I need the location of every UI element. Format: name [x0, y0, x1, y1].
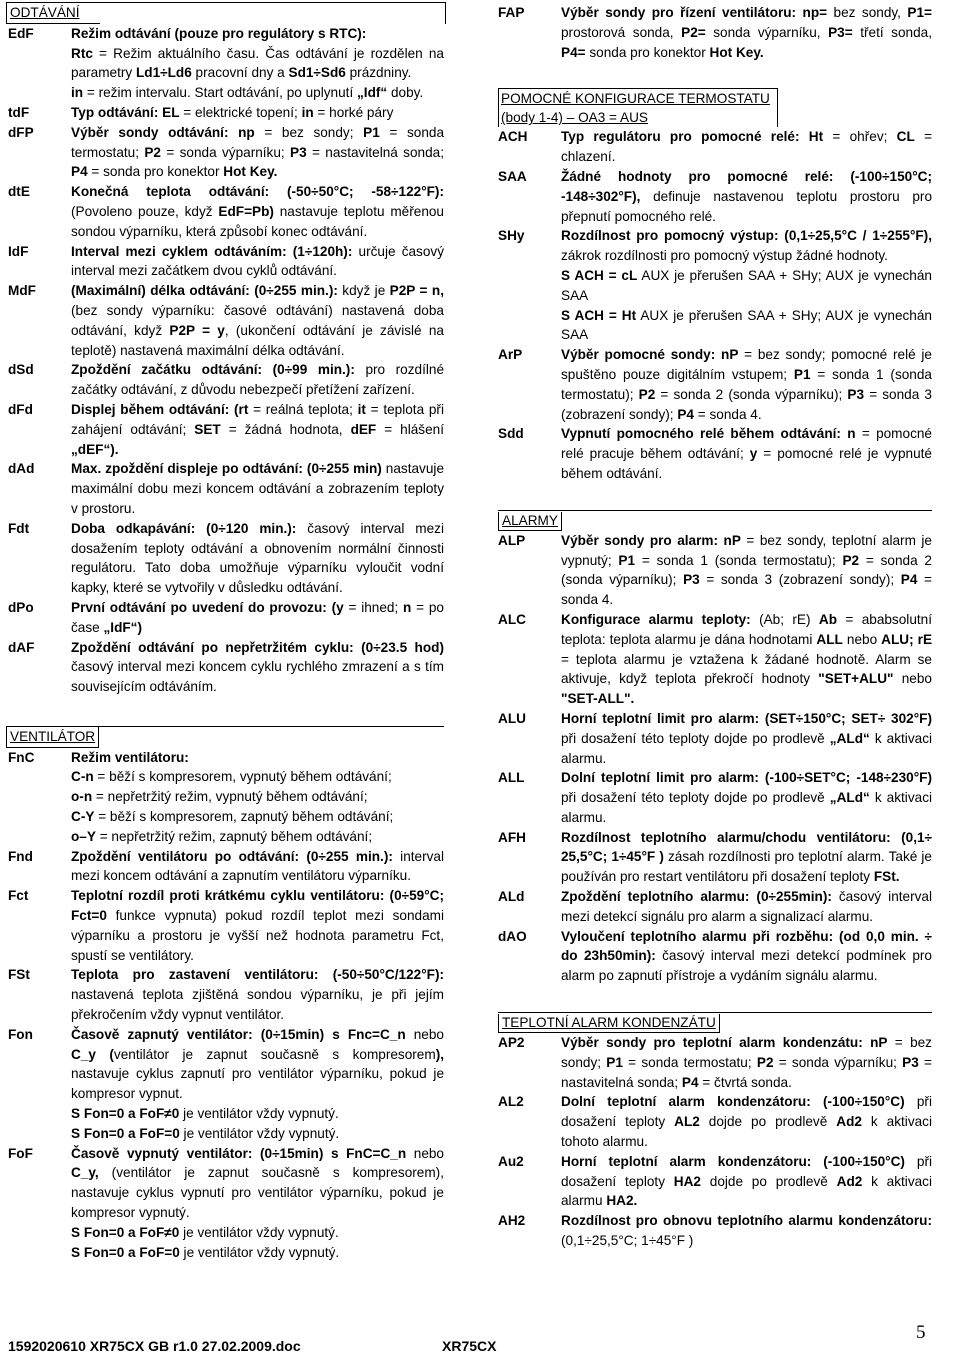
param-description: Typ regulátoru pro pomocné relé: Ht = ohřev; CL = chlazení.: [561, 129, 933, 165]
footer-doc-id: 1592020610 XR75CX GB r1.0 27.02.2009.doc: [8, 1338, 301, 1354]
param-description: Režim ventilátoru: C-n = běží s kompresorem, vypnutý během odtávání; o-n = nepřetržitý režim, vypnutý během odtávání; C-Y = běží s kompresorem, zapnutý během odtávání; o–Y = nepřetržitý režim, zapnutý během odtávání;: [71, 749, 394, 844]
param-code: MdF: [8, 283, 36, 299]
param-code: dFd: [8, 401, 33, 417]
param-code: Au2: [498, 1153, 524, 1169]
param-code: SAA: [498, 168, 527, 184]
param-entry: [498, 226, 932, 345]
param-description: Výběr pomocné sondy: nP = bez sondy; pomocné relé je spuštěno pouze digitálním vstupem; P1 = sonda 1 (sonda termostatu); P2 = sonda 2 (sonda výparníku); P3 = sonda 3 (zobrazení sondy); P4 = sonda 4.: [561, 347, 932, 422]
section-title-alarms: ALARMY: [498, 512, 562, 531]
param-description: Časově vypnutý ventilátor: (0÷15min) s FnC=C_n nebo C_y, (ventilátor je zapnut současně s kompresorem), nastavuje cyklus vypnutí pro ventilátor výparníku, pokud je kompresor vypnutý. S Fon=0 a FoF≠0 je ventilátor vždy vypnutý. S Fon=0 a FoF=0 je ventilátor vždy vypnutý.: [71, 1145, 444, 1260]
param-description: Žádné hodnoty pro pomocné relé: (-100÷150°C; -148÷302°F), definuje nastavenou teplotu prostoru pro přepnutí pomocného relé.: [561, 168, 932, 224]
right-column: [498, 3, 932, 1251]
param-entry: [498, 828, 932, 887]
param-entry: [498, 3, 932, 62]
param-entry: [8, 360, 444, 400]
param-entry: [8, 182, 444, 241]
param-entry: [498, 345, 932, 424]
aux-entries: [498, 127, 932, 483]
param-code: ALL: [498, 770, 525, 786]
fan-probe-entries: [498, 3, 932, 62]
section-fan: [6, 726, 444, 748]
param-entry: [498, 927, 932, 986]
param-code: ALU: [498, 710, 526, 726]
param-code: dAd: [8, 461, 35, 477]
condenser-entries: [498, 1033, 932, 1251]
param-code: FSt: [8, 967, 30, 983]
param-description: Interval mezi cyklem odtáváním: (1÷120h): určuje časový interval mezi začátkem dvou cyklů odtávání.: [71, 243, 445, 279]
param-code: Fdt: [8, 520, 30, 536]
param-entry: [498, 1033, 932, 1092]
section-title-fan: VENTILÁTOR: [6, 727, 99, 748]
param-entry: [8, 748, 444, 847]
param-description: Displej během odtávání: (rt = reálná teplota; it = teplota při zahájení odtávání; SET = žádná hodnota, dEF = hlášení „dEF“).: [71, 401, 444, 457]
param-code: ALC: [498, 611, 526, 627]
section-condenser: [498, 1012, 932, 1033]
param-description: Doba odkapávání: (0÷120 min.): časový interval mezi dosažením teploty odtávání a obnovením normální činnosti regulátoru. Tato doba umožňuje výparníku vyloučit vodní kapky, které se vytvořily v důsledku odtávání.: [71, 520, 444, 596]
param-entry: [8, 1144, 444, 1263]
param-description: Zpoždění ventilátoru po odtávání: (0÷255 min.): interval mezi koncem odtávání a zapnutím ventilátoru výparníku.: [71, 848, 444, 884]
param-code: AH2: [498, 1213, 526, 1229]
param-description: Časově zapnutý ventilátor: (0÷15min) s Fnc=C_n nebo C_y (ventilátor je zapnut současně s kompresorem), nastavuje cyklus zapnutí pro ventilátor výparníku, pokud je kompresor vypnut. S Fon=0 a FoF≠0 je ventilátor vždy vypnutý. S Fon=0 a FoF=0 je ventilátor vždy vypnutý.: [71, 1026, 444, 1141]
param-description: Režim odtávání (pouze pro regulátory s RTC): Rtc = Režim aktuálního času. Čas odtávání je rozdělen na parametry Ld1÷Ld6 pracovní dny a Sd1÷Sd6 prázdniny. in = režim intervalu. Start odtávání, po uplynutí „Idf“ doby.: [71, 25, 444, 101]
param-description: Rozdílnost pro pomocný výstup: (0,1÷25,5°C / 1÷255°F), zákrok rozdílnosti pro pomocný výstup žádné hodnoty. S ACH = cL AUX je přerušen SAA + SHy; AUX je vynechán SAA S ACH = Ht AUX je přerušen SAA + SHy; AUX je vynechán SAA: [561, 228, 932, 343]
param-code: dSd: [8, 362, 34, 378]
param-entry: [8, 519, 444, 598]
param-code: ArP: [498, 347, 523, 363]
param-code: dAO: [498, 928, 527, 944]
alarm-entries: [498, 531, 932, 986]
defrost-entries: [6, 24, 444, 697]
page-number: 5: [916, 1322, 926, 1343]
section-title-condenser: TEPLOTNÍ ALARM KONDENZÁTU: [498, 1014, 720, 1033]
param-description: Vyloučení teplotního alarmu při rozběhu: (od 0,0 min. ÷ do 23h50min): časový interval mezi detekcí podmínek pro alarm po zapnutí přístroje a vydáním signálu alarmu.: [561, 928, 932, 984]
param-description: První odtávání po uvedení do provozu: (y = ihned; n = po čase „IdF“): [71, 599, 444, 635]
param-code: dAF: [8, 639, 35, 655]
param-description: Výběr sondy pro alarm: nP = bez sondy, teplotní alarm je vypnutý; P1 = sonda 1 (sonda termostatu); P2 = sonda 2 (sonda výparníku); P3 = sonda 3 (zobrazení sondy); P4 = sonda 4.: [561, 532, 933, 608]
param-code: Fct: [8, 888, 29, 904]
param-description: Konfigurace alarmu teploty: (Ab; rE) Ab = ababsolutní teplota: teplota alarmu je dána hodnotami ALL nebo ALU; rE = teplota alarmu je vztažena k žádané hodnotě. Alarm se aktivuje, když teplota překročí hodnoty "SET+ALU" nebo "SET-ALL".: [561, 611, 933, 707]
fan-entries: [6, 748, 444, 1263]
section-defrost: [6, 2, 446, 24]
param-entry: [8, 242, 444, 282]
param-description: Dolní teplotní alarm kondenzátoru: (-100÷150°C) při dosažení teploty AL2 dojde po prodlevě Ad2 k aktivaci tohoto alarmu.: [561, 1094, 932, 1150]
section-alarms: [498, 510, 932, 531]
param-code: FnC: [8, 749, 35, 765]
param-entry: [498, 1092, 932, 1151]
param-description: Max. zpoždění displeje po odtávání: (0÷255 min) nastavuje maximální dobu mezi koncem odtávání a zobrazením teploty v prostoru.: [71, 461, 444, 516]
param-description: Horní teplotní limit pro alarm: (SET÷150°C; SET÷ 302°F) při dosažení této teploty dojde po prodlevě „ALd“ k aktivaci alarmu.: [561, 710, 933, 766]
param-entry: [498, 709, 932, 768]
param-description: Typ odtávání: EL = elektrické topení; in = horké páry: [71, 104, 394, 120]
section-title-defrost: ODTÁVÁNÍ: [7, 3, 100, 24]
param-code: dtE: [8, 184, 30, 200]
param-entry: [8, 281, 444, 360]
param-description: Zpoždění začátku odtávání: (0÷99 min.): pro rozdílné začátky odtávání, z důvodu nebezpečí přetížení zařízení.: [71, 362, 445, 398]
param-code: FAP: [498, 5, 525, 20]
param-entry: [8, 123, 444, 182]
param-entry: [498, 610, 932, 709]
param-code: tdF: [8, 104, 30, 120]
param-entry: [8, 1025, 444, 1144]
param-entry: [8, 598, 444, 638]
param-entry: [8, 638, 444, 697]
param-description: Horní teplotní alarm kondenzátoru: (-100÷150°C) při dosažení teploty HA2 dojde po prodlevě Ad2 k aktivaci alarmu HA2.: [561, 1153, 932, 1209]
param-entry: [8, 400, 444, 459]
footer-model: XR75CX: [442, 1338, 497, 1354]
param-description: Rozdílnost pro obnovu teplotního alarmu kondenzátoru: (0,1÷25,5°C; 1÷45°F ): [561, 1213, 932, 1249]
param-entry: [8, 886, 444, 965]
param-description: Výběr sondy pro teplotní alarm kondenzátu: nP = bez sondy; P1 = sonda termostatu; P2 = sonda výparníku; P3 = nastavitelná sonda; P4 = čtvrtá sonda.: [561, 1035, 932, 1090]
param-code: ACH: [498, 129, 528, 145]
param-code: dPo: [8, 599, 34, 615]
param-entry: [8, 103, 444, 123]
section-title-aux: POMOCNÉ KONFIGURACE TERMOSTATU (body 1-4) – OA3 = AUS: [498, 89, 778, 127]
param-code: ALP: [498, 532, 526, 548]
param-code: Fon: [8, 1026, 33, 1042]
param-description: Rozdílnost teplotního alarmu/chodu ventilátoru: (0,1÷ 25,5°C; 1÷45°F ) zásah rozdílnosti pro teplotní alarm. Také je používán pro restart ventilátoru při dosažení teploty FSt.: [561, 829, 932, 885]
param-code: IdF: [8, 243, 29, 259]
param-code: AFH: [498, 829, 526, 845]
param-code: Fnd: [8, 848, 33, 864]
param-description: Dolní teplotní limit pro alarm: (-100÷SET°C; -148÷230°F) při dosažení této teploty dojde po prodlevě „ALd“ k aktivaci alarmu.: [561, 770, 933, 825]
param-description: Teplota pro zastavení ventilátoru: (-50÷50°C/122°F): nastavená teplota zjištěná sondou výparníku, je při jejím překročením vždy vypnut ventilátor.: [71, 967, 444, 1023]
param-code: AP2: [498, 1035, 525, 1051]
param-entry: [8, 459, 444, 518]
param-entry: [8, 965, 444, 1024]
param-code: dFP: [8, 124, 34, 140]
param-description: Zpoždění odtávání po nepřetržitém cyklu: (0÷23.5 hod) časový interval mezi koncem cyklu rychlého zmrazení a s tím souvisejícím odtáváním.: [71, 639, 444, 695]
param-entry: [8, 847, 444, 887]
param-entry: [498, 1152, 932, 1211]
param-description: Výběr sondy odtávání: np = bez sondy; P1 = sonda termostatu; P2 = sonda výparníku; P3 = nastavitelná sonda; P4 = sonda pro konektor Hot Key.: [71, 124, 445, 180]
param-entry: [498, 127, 932, 167]
param-code: FoF: [8, 1145, 33, 1161]
param-code: Sdd: [498, 426, 524, 442]
param-description: Teplotní rozdíl proti krátkému cyklu ventilátoru: (0÷59°C; Fct=0 funkce vypnuta) pokud rozdíl teplot mezi sondami výparníku a prostoru je vyšší než hodnota parametru Fct, spustí se ventilátory.: [71, 888, 444, 963]
param-code: ALd: [498, 889, 525, 905]
param-description: Vypnutí pomocného relé během odtávání: n = pomocné relé pracuje během odtávání; y = pomocné relé je vypnuté během odtávání.: [561, 426, 932, 481]
param-entry: [498, 167, 932, 226]
param-entry: [8, 24, 444, 103]
param-entry: [498, 424, 932, 483]
section-aux: [498, 88, 778, 127]
param-entry: [498, 531, 932, 610]
param-description: (Maximální) délka odtávání: (0÷255 min.): když je P2P = n, (bez sondy výparníku: časové odtávání) nastavená doba odtávání, když P2P = y, (ukončení odtávání je závislé na teplotě) nastavená maximální délka odtávání.: [71, 283, 444, 358]
param-entry: [498, 887, 932, 927]
param-entry: [498, 1211, 932, 1251]
param-description: Výběr sondy pro řízení ventilátoru: np= bez sondy, P1= prostorová sonda, P2= sonda výparníku, P3= třetí sonda, P4= sonda pro konektor Hot Key.: [561, 5, 932, 60]
param-description: Zpoždění teplotního alarmu: (0÷255min): časový interval mezi detekcí signálu pro alarm a signalizací alarmu.: [561, 889, 932, 924]
param-entry: [498, 768, 932, 827]
param-description: Konečná teplota odtávání: (-50÷50°C; -58÷122°F): (Povoleno pouze, když EdF=Pb) nastavuje teplotu měřenou sondou výparníku, která způsobí konec odtávání.: [71, 184, 444, 239]
param-code: AL2: [498, 1094, 524, 1110]
param-code: SHy: [498, 228, 525, 244]
left-column: [6, 2, 444, 1262]
param-code: EdF: [8, 25, 34, 41]
